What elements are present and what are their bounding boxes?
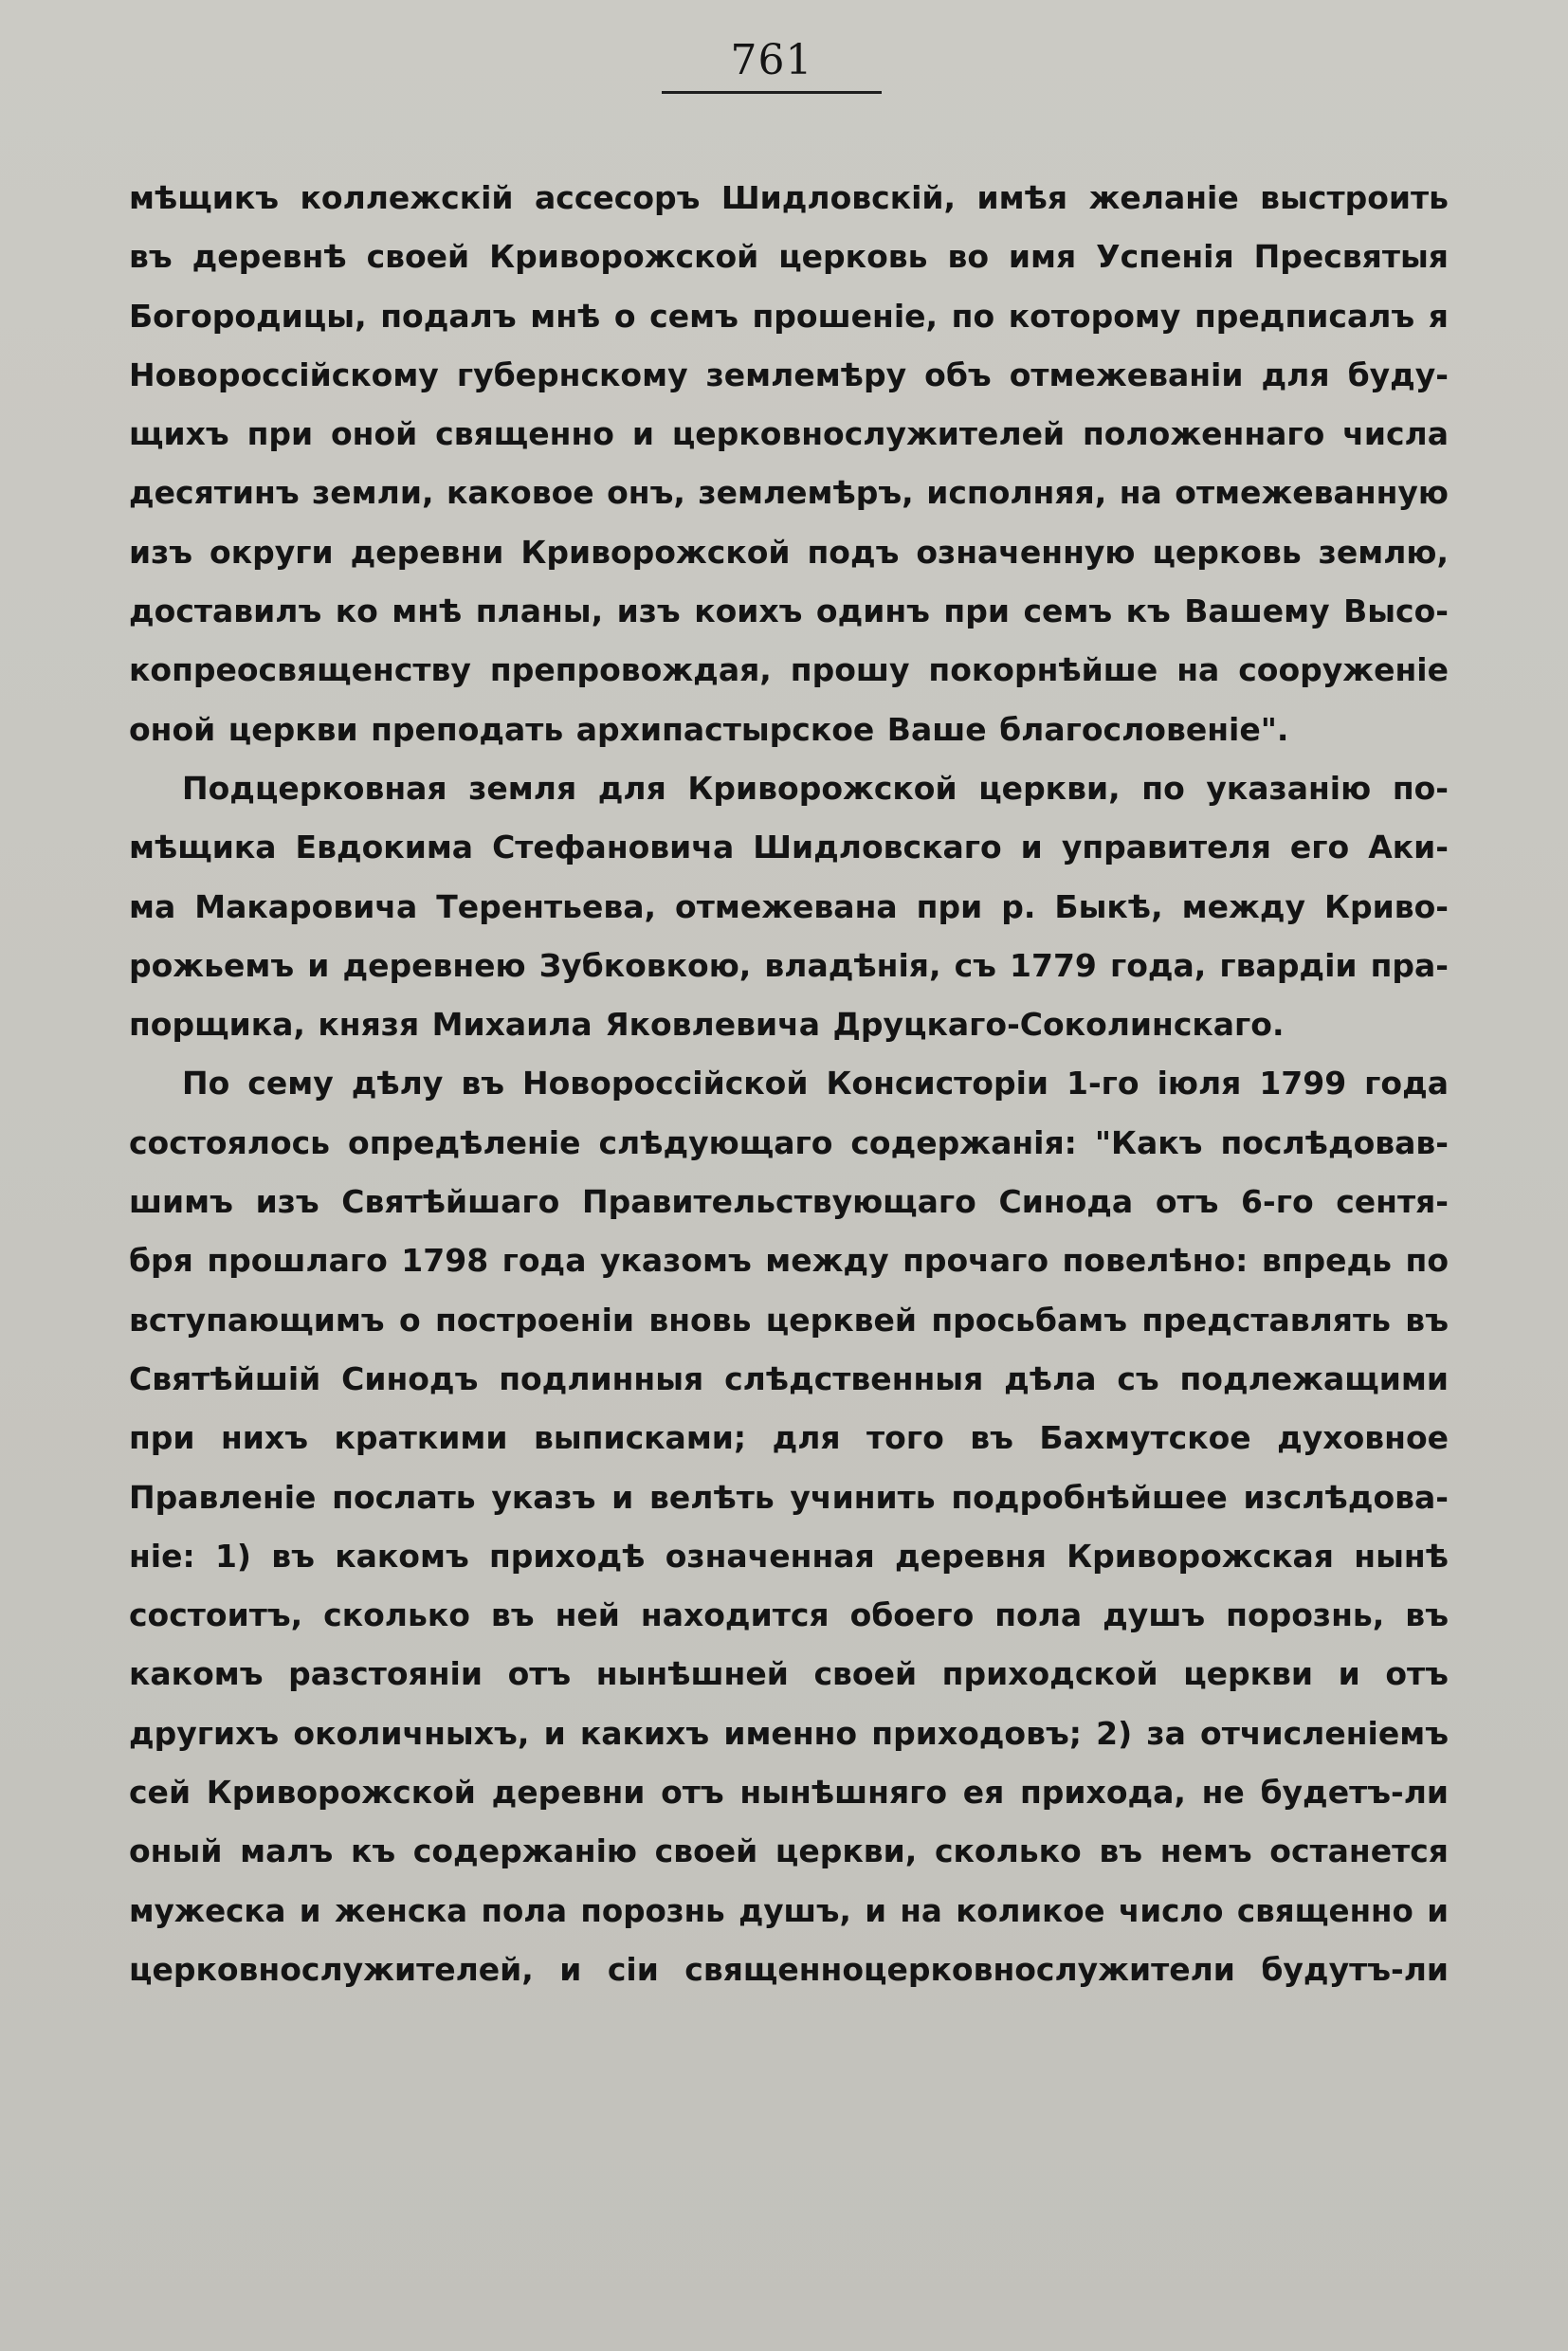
text-line: вступающимъ о построеніи вновь церквей просьбамъ представлять въ [129, 1301, 1449, 1339]
text-line: мужеска и женска пола порознь душъ, и на коликое число священно и [129, 1892, 1449, 1929]
page-number: 761 [730, 36, 813, 84]
text-line: сей Криворожской деревни отъ нынѣшняго ея прихода, не будетъ-ли [129, 1774, 1449, 1812]
text-line: порщика, князя Михаила Яковлевича Друцкаго-Соколинскаго. [129, 1006, 1285, 1044]
text-line: десятинъ земли, каковое онъ, землемѣръ, исполняя, на отмежеванную [129, 474, 1449, 512]
text-line: Богородицы, подалъ мнѣ о семъ прошеніе, по которому предписалъ я [129, 297, 1449, 335]
text-line: Подцерковная земля для Криворожской церкви, по указанію по- [182, 769, 1449, 807]
page-number-rule [662, 91, 882, 94]
page-header [662, 34, 882, 94]
text-line: церковнослужителей, и сіи священноцерковнослужители будутъ-ли [129, 1950, 1449, 1988]
text-line: мѣщика Евдокима Стефановича Шидловскаго и управителя его Аки- [129, 829, 1449, 866]
text-line: шимъ изъ Святѣйшаго Правительствующаго Синода отъ 6-го сентя- [129, 1183, 1449, 1221]
text-line: По сему дѣлу въ Новороссійской Консисторіи 1-го іюля 1799 года [182, 1065, 1449, 1103]
text-line: Святѣйшій Синодъ подлинныя слѣдственныя дѣла съ подлежащими [129, 1359, 1449, 1397]
text-line: оной церкви преподать архипастырское Ваше благословеніе". [129, 710, 1289, 748]
text-line: состоитъ, сколько въ ней находится обоего пола душъ порознь, въ [129, 1596, 1449, 1634]
text-line: Новороссійскому губернскому землемѣру объ отмежеваніи для буду- [129, 355, 1449, 393]
text-line: изъ округи деревни Криворожской подъ означенную церковь землю, [129, 533, 1449, 571]
text-line: щихъ при оной священно и церковнослужителей положеннаго числа [129, 415, 1449, 453]
text-line: состоялось опредѣленіе слѣдующаго содержанія: "Какъ послѣдовав- [129, 1123, 1449, 1161]
text-line: оный малъ къ содержанію своей церкви, сколько въ немъ останется [129, 1832, 1449, 1870]
text-line: доставилъ ко мнѣ планы, изъ коихъ одинъ при семъ къ Вашему Высо- [129, 592, 1449, 630]
text-line: мѣщикъ коллежскій ассесоръ Шидловскій, имѣя желаніе выстроить [129, 179, 1449, 216]
text-line: Правленіе послать указъ и велѣть учинить подробнѣйшее изслѣдова- [129, 1478, 1449, 1516]
text-line: въ деревнѣ своей Криворожской церковь во имя Успенія Пресвятыя [129, 238, 1449, 276]
text-line: рожьемъ и деревнею Зубковкою, владѣнія, съ 1779 года, гвардіи пра- [129, 946, 1449, 984]
body-text [129, 169, 1449, 1999]
text-line: ніе: 1) въ какомъ приходѣ означенная деревня Криворожская нынѣ [129, 1537, 1449, 1575]
text-line: другихъ околичныхъ, и какихъ именно приходовъ; 2) за отчисленіемъ [129, 1714, 1449, 1752]
text-line: при нихъ краткими выписками; для того въ Бахмутское духовное [129, 1419, 1449, 1457]
text-line: копреосвященству препровождая, прошу покорнѣйше на сооруженіе [129, 651, 1449, 689]
text-line: какомъ разстояніи отъ нынѣшней своей приходской церкви и отъ [129, 1655, 1449, 1693]
text-line: бря прошлаго 1798 года указомъ между прочаго повелѣно: впредь по [129, 1242, 1449, 1280]
text-line: ма Макаровича Терентьева, отмежевана при р. Быкѣ, между Криво- [129, 887, 1449, 925]
